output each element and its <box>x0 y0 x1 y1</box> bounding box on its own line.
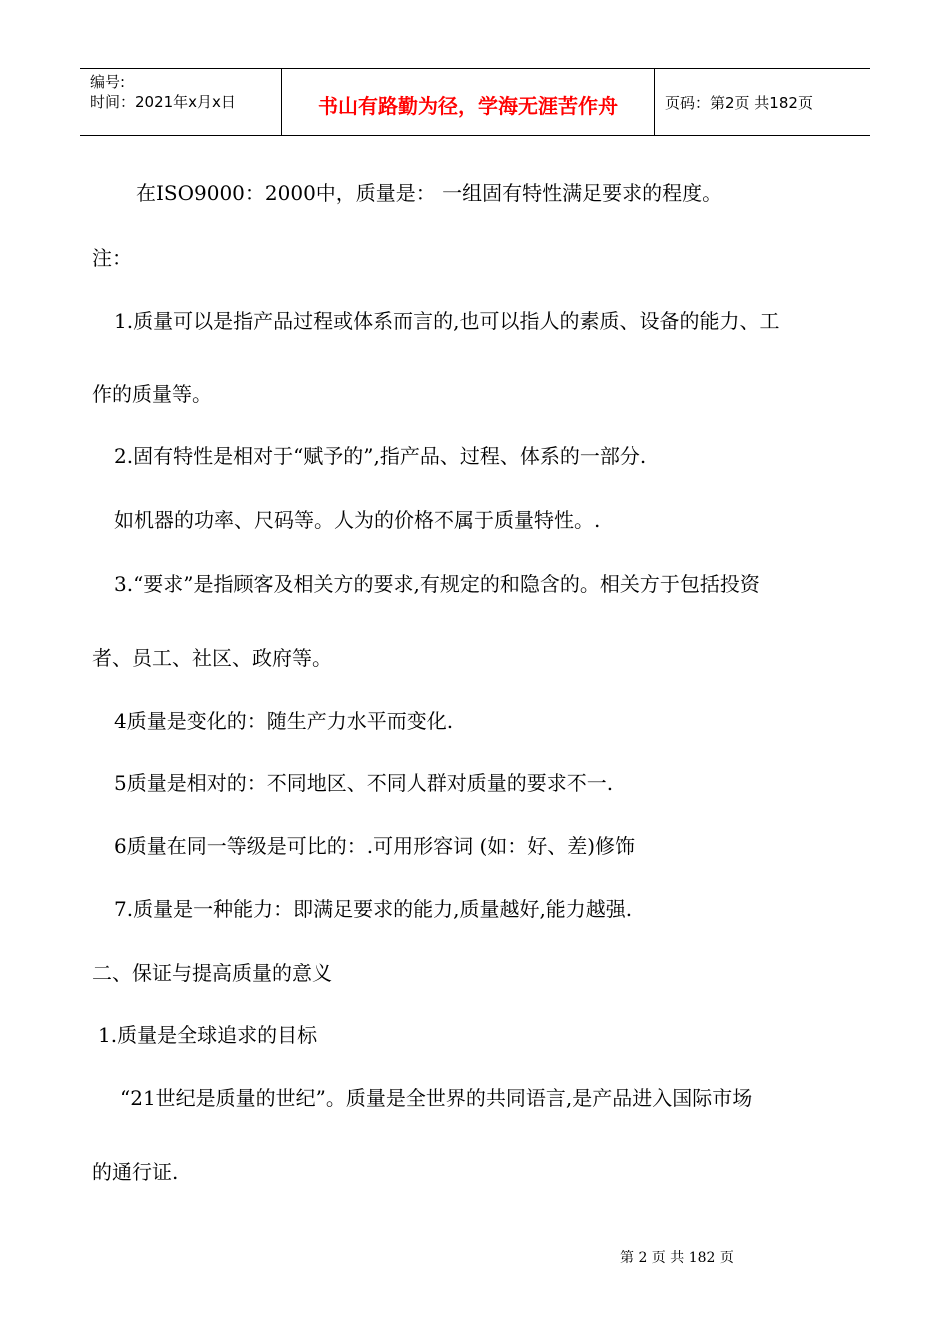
header-meta <box>80 69 282 135</box>
document-number-label: 编号: <box>90 73 126 91</box>
note-item-6: 6质量在同一等级是可比的：.可用形容词 (如：好、差)修饰 <box>114 834 636 858</box>
note-item-2-line-2: 如机器的功率、尺码等。人为的价格不属于质量特性。. <box>114 508 601 532</box>
page-header <box>80 68 870 136</box>
header-page-info: 页码：第2页 共182页 <box>665 93 813 112</box>
note-heading: 注： <box>92 246 132 270</box>
paragraph-quality-line-1: “21世纪是质量的世纪”。质量是全世界的共同语言,是产品进入国际市场 <box>120 1086 753 1110</box>
note-item-3-line-1: 3.“要求”是指顾客及相关方的要求,有规定的和隐含的。相关方于包括投资 <box>114 572 760 596</box>
note-item-1-line-1: 1.质量可以是指产品过程或体系而言的,也可以指人的素质、设备的能力、工 <box>114 309 780 333</box>
note-item-2-line-1: 2.固有特性是相对于“赋予的”,指产品、过程、体系的一部分. <box>114 444 647 468</box>
paragraph-definition: 在ISO9000：2000中，质量是： 一组固有特性满足要求的程度。 <box>136 181 723 205</box>
document-time-label: 时间：2021年x月x日 <box>90 93 236 111</box>
note-item-4: 4质量是变化的：随生产力水平而变化. <box>114 709 454 733</box>
note-item-1-line-2: 作的质量等。 <box>92 382 212 406</box>
subsection-heading-1: 1.质量是全球追求的目标 <box>98 1023 318 1047</box>
note-item-3-line-2: 者、员工、社区、政府等。 <box>92 646 332 670</box>
note-item-7: 7.质量是一种能力：即满足要求的能力,质量越好,能力越强. <box>114 897 633 921</box>
paragraph-quality-line-2: 的通行证. <box>92 1160 179 1184</box>
note-item-5: 5质量是相对的：不同地区、不同人群对质量的要求不一. <box>114 771 614 795</box>
section-heading-2: 二、保证与提高质量的意义 <box>92 961 332 985</box>
page-footer: 第 2 页 共 182 页 <box>620 1250 734 1266</box>
header-slogan: 书山有路勤为径，学海无涯苦作舟 <box>282 69 655 135</box>
